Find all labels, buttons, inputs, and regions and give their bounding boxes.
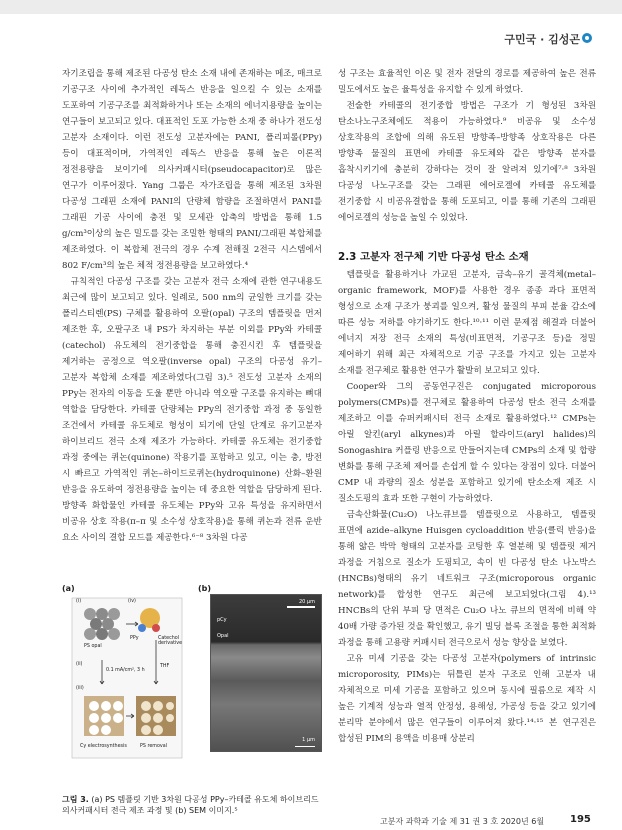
figure-panel-b: [198, 584, 322, 764]
ppy-coated-opal: [84, 696, 124, 736]
panel-label-b: (b): [198, 584, 212, 593]
sem-scale-label-bottom: 1 μm: [302, 737, 315, 743]
ps-removal-label: PS removal: [140, 744, 167, 749]
sem-scale-bar-top: [287, 606, 315, 608]
step-label-iii: (iii): [76, 686, 84, 691]
caption-text: (a) PS 템플릿 기반 3차원 다공성 PPy–카테콜 유도체 하이브리드 의사커패시터 전극 제조 과정 및 (b) SEM 이미지.⁵: [62, 795, 319, 815]
cv-label: Cy electrosynthesis: [80, 744, 127, 749]
step-label-i: (i): [76, 599, 82, 604]
paragraph: 성 구조는 효율적인 이온 및 전자 전달의 경로를 제공하여 높은 전류 밀도에서도 높은 율특성을 유지할 수 있게 하였다.: [338, 69, 596, 95]
figure-caption: [62, 794, 324, 816]
figure-panel-a: [62, 584, 192, 764]
paragraph: 템플릿을 활용하거나 가교된 고분자, 금속–유기 골격체(metal–organic framework, MOF)를 사용한 경우 종종 과다 표면적 형성으로 소재 구조가 붕괴를 일으켜, 활성 물질의 부피 분율 감소에 따른 성능 저하를 야기하기도 한다.¹⁰·¹¹ 이런 문제점 해결과 더불어 에너지 저장 전극 소재의 특성(비표면적, 기공구조 등)을 정밀 제어하기 위해 최근 자체적으로 기공 구조를 가지고 있는 고분자 소재를 전구체로 활용한 연구가 활발히 보고되고 있다.: [338, 270, 596, 376]
sem-scale-bar-bottom: [295, 746, 315, 748]
sem-image: [210, 594, 322, 752]
caption-label: 그림 3.: [62, 795, 89, 804]
sem-scale-label-top: 20 μm: [298, 599, 315, 605]
scheme-diagram: [62, 584, 192, 764]
top-bar: [0, 0, 622, 14]
left-column: [62, 66, 322, 546]
sem-ppy-label: pCy: [217, 617, 227, 623]
header-authors: 구민국 · 김성곤: [504, 33, 580, 46]
paragraph: 고유 미세 기공을 갖는 다공성 고분자(polymers of intrinsic microporosity, PIMs)는 뒤틀린 분자 구조로 인해 고분자 내 자체적으로 미세 기공을 포함하고 있으며 동시에 필름으로 제작 시 높은 기계적 성능과 열적 안정성, 용해성, 가공성 등을 갖고 있기에 분리막 분야에서 많은 연구들이 이루어져 왔다.¹⁴·¹⁵ 본 연구진은 합성된 PIM의 용액을 비용매 상분리: [338, 654, 596, 744]
paragraph: 규칙적인 다공성 구조를 갖는 고분자 전극 소재에 관한 연구내용도 최근에 많이 보고되고 있다. 일례로, 500 nm의 균일한 크기를 갖는 폴리스티렌(PS) 구체를 활용하여 오팔(opal) 구조의 템플릿을 먼저 제조한 후, 오팔구조 내 PS가 차지하는 부분 이외를 PPy와 카테콜(catechol) 유도체의 전기중합을 통해 충진시킨 후 템플릿을 제거하는 공정으로 역오팔(inverse opal) 구조의 다공성 유기–고분자 복합체 소재를 제조하였다(그림 3).⁵ 전도성 고분자 소재의 PPy는 전자의 이동을 도울 뿐만 아니라 역오팔 구조를 유지하는 뼈대 역할을 담당한다. 카테콜 단량체는 PPy의 전기중합 과정 중 동일한 조건에서 카테콜 유도체로 형성이 되기에 단일 단계로 유기고분자 하이브리드 전극 소재 제조가 가능하다. 카테콜 유도체는 전기중합 과정 중에는 퀴논(quinone) 작용기를 포함하고 있고, 이는 충, 방전 시 빠르고 가역적인 퀴논–하이드로퀴논(hydroquinone) 산화–환원 반응을 유도하여 정전용량을 높이는 데 중요한 역할을 담당하게 된다. 방향족 화합물인 카테콜 유도체는 PPy와 고유 특성을 유지하면서 비공유 상호 작용(π–π 및 소수성 상호작용)을 통해 퀴논과 전류 운반 요소 사이의 결합 모드를 제공한다.⁶⁻⁸ 3차원 다공: [62, 277, 322, 543]
footer-journal: 고분자 과학과 기술 제 31 권 3 호 2020년 6월: [380, 817, 545, 826]
current-label: 0.1 mA/cm², 3 h: [106, 668, 145, 673]
panel-label-a: (a): [62, 584, 75, 593]
paragraph: 전술한 카테콜의 전기중합 방법은 구조가 기 형성된 3차원 탄소나노구조체에도 적용이 가능하였다.⁹ 비공유 및 소수성 상호작용의 조합에 의해 유도된 방향족–방향족 상호작용은 다른 방향족 물질의 표면에 카테콜 유도체와 같은 방향족 분자를 흡착시키기에 충분히 강하다는 것이 잘 알려져 있기에⁷·⁸ 3차원 다공성 나노구조를 갖는 그래핀 에어로겔에 카테콜 유도체를 전기중합 시 비공유결합을 통해 도포되고, 이를 통해 기존의 그래핀 에어로겔의 성능을 높일 수 있었다.: [338, 101, 596, 223]
section-title: 2.3 고분자 전구체 기반 다공성 탄소 소재: [338, 251, 529, 263]
ppy-label: PPy: [130, 636, 139, 641]
inverse-opal: [136, 696, 176, 736]
figure-3: [62, 584, 322, 790]
right-column: [338, 66, 596, 747]
step-label-iv: (iv): [128, 599, 136, 604]
page-number: 195: [570, 814, 591, 825]
ps-opal-label: PS opal: [84, 644, 102, 649]
catechol-label: Catechol derivative: [158, 636, 183, 646]
thf-label: THF: [160, 664, 170, 669]
paragraph: 금속산화물(Cu₂O) 나노큐브를 템플릿으로 사용하고, 템플릿 표면에 azide–alkyne Huisgen cycloaddition 반응(클릭 반응)을 통해 얇은 박막 형태의 고분자를 코팅한 후 열분해 및 템플릿 제거 과정을 거침으로 질소가 도핑되고, 속이 빈 다공성 탄소 나노박스(HNCBs)형태의 유기 네트워크 구조(microporous organic network)를 합성한 연구도 최근에 보고되었다(그림 4).¹³ HNCBs의 단위 부피 당 면적은 Cu₂O 나노 큐브의 면적에 비해 약 40배 가량 증가된 것을 확인했고, 유기 빌딩 블록 조절을 통한 최적화 과정을 통해 고용량 커패시터 전극으로서 성능 향상을 보였다.: [338, 510, 596, 648]
paragraph: 자기조립을 통해 제조된 다공성 탄소 소재 내에 존재하는 메조, 매크로 기공구조 사이에 추가적인 레독스 반응을 일으킬 수 있는 소재를 도포하여 기공구조를 최적화하거나 또는 소재의 에너지용량을 높이는 연구들이 보고되고 있다. 대표적인 도포 가능한 소재 중 하나가 전도성 고분자 소재이다. 이런 전도성 고분자에는 PANI, 폴리피롤(PPy) 등이 대표적이며, 가역적인 레독스 반응을 통해 높은 이론적 정전용량을 보이기에 의사커패시터(pseudocapacitor)로 많은 연구가 이루어졌다. Yang 그룹은 자가조립을 통해 제조된 3차원 다공성 그래핀 소재에 PANI의 단량체 함량을 조절하면서 PANI를 그래핀 기공 사이에 충전 및 모세관 압축의 방법을 통해 1.5 g/cm³이상의 높은 밀도를 갖는 조밀한 형태의 PANI/그래핀 복합체를 제조하였다. 이 복합체 전극의 경우 수계 전해질 2전극 시스템에서 802 F/cm³의 높은 체적 정전용량을 보고하였다.⁴: [62, 69, 322, 271]
sem-opal-label: Opal: [217, 633, 229, 639]
paragraph: Cooper와 그의 공동연구진은 conjugated microporous polymers(CMPs)를 전구체로 활용하여 다공성 탄소 전극 소재를 제조하고 이를 슈퍼커패시터 전극 소재로 활용하였다.¹² CMPs는 아릴 알킨(aryl alkynes)과 아릴 할라이드(aryl halides)의 Sonogashira 커플링 반응으로 만들어지는데 CMPs의 소재 및 합량 변화를 통해 구조체 제어를 손쉽게 할 수 있다는 장점이 있다. 더불어 CMP 내 과량의 질소 성분을 포함하고 있기에 탄소소재 제조 시 질소도핑의 효과 또한 구현이 가능하였다.: [338, 382, 596, 504]
step-label-ii: (ii): [76, 662, 83, 667]
header-bullet-icon: [582, 33, 592, 43]
